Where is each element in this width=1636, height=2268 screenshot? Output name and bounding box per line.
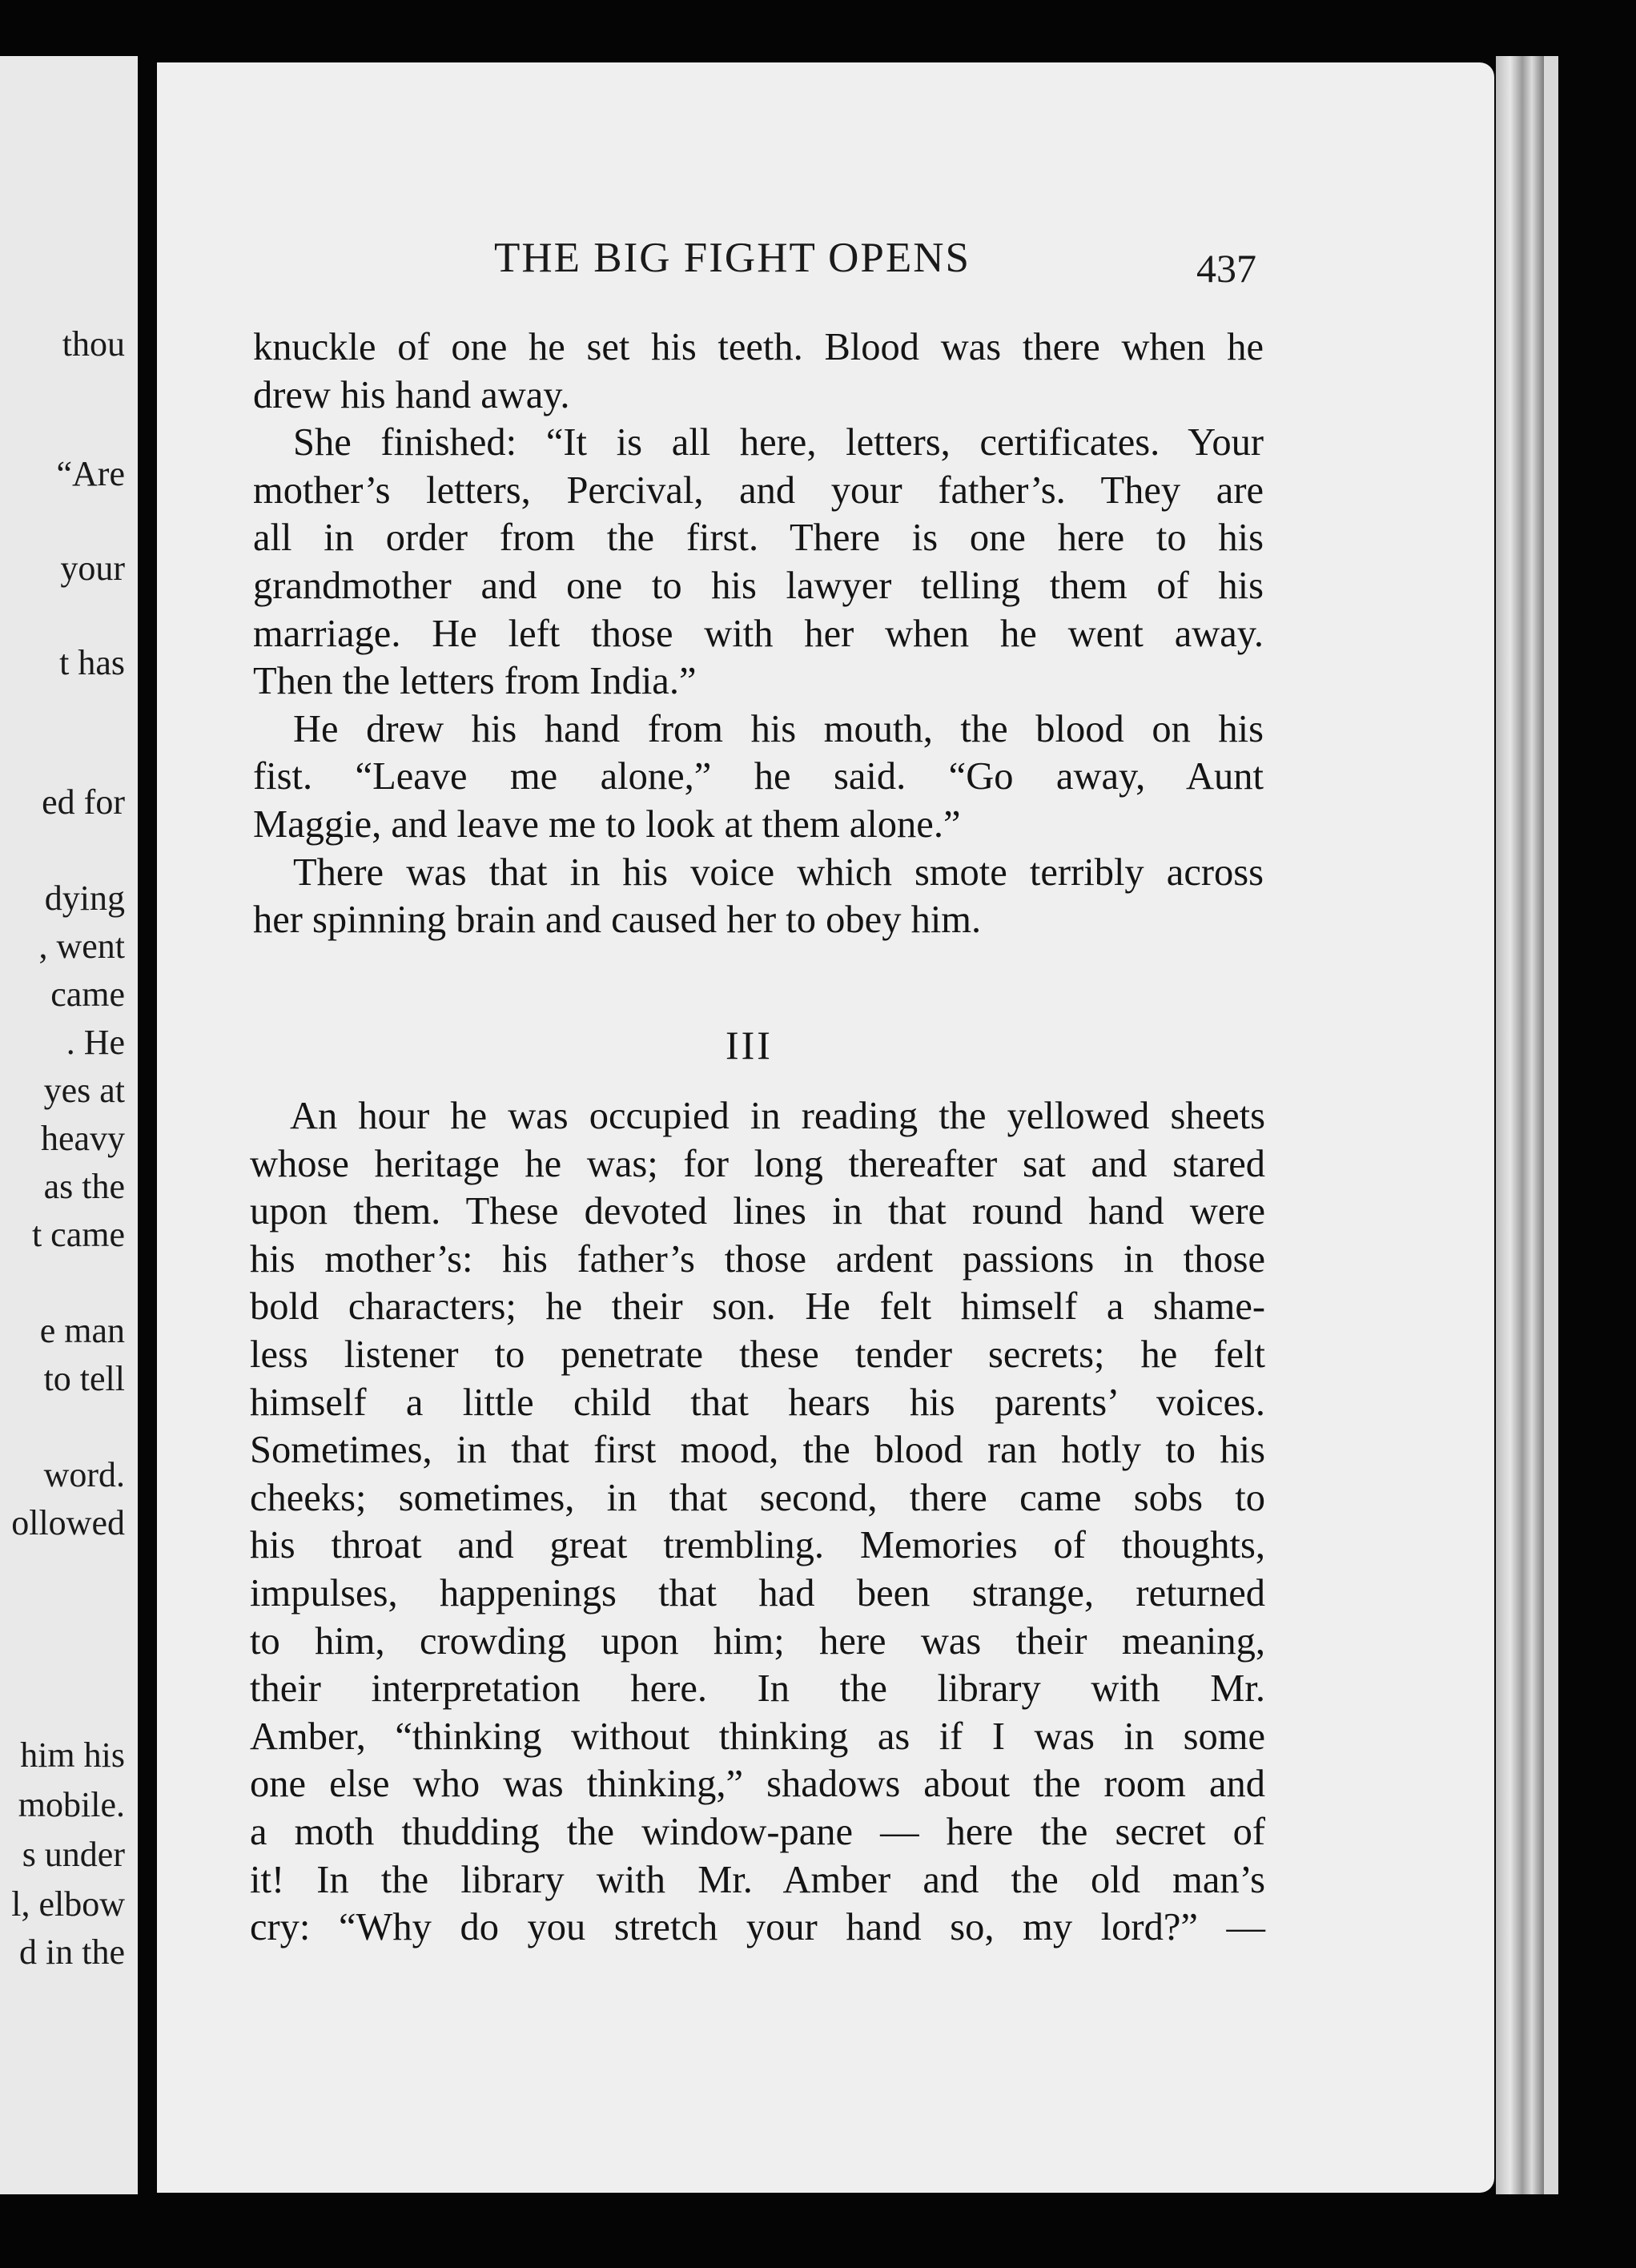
left-line: “Are	[56, 454, 125, 493]
left-line: as the	[43, 1167, 125, 1206]
text-line: all in order from the first. There is one here to his	[253, 517, 1264, 560]
left-page-fragment	[0, 56, 138, 2194]
text-line: Maggie, and leave me to look at them alone.”	[253, 802, 961, 846]
text-line: himself a little child that hears his parents’ voices.	[250, 1381, 1265, 1424]
left-line: e man	[39, 1311, 125, 1350]
book-gutter	[138, 48, 157, 2202]
text-line: it! In the library with Mr. Amber and the old man’s	[250, 1858, 1265, 1901]
text-line: their interpretation here. In the library with Mr.	[250, 1667, 1265, 1711]
text-line: mother’s letters, Percival, and your father’s. They are	[253, 468, 1264, 512]
text-line: She finished: “It is all here, letters, certificates. Your	[293, 421, 1264, 464]
left-line: your	[60, 549, 125, 588]
text-line: one else who was thinking,” shadows about the room and	[250, 1763, 1265, 1806]
left-line: mobile.	[18, 1785, 125, 1824]
left-line: s under	[22, 1835, 125, 1874]
left-line: came	[50, 975, 125, 1014]
text-line: his mother’s: his father’s those ardent passions in those	[250, 1237, 1265, 1281]
text-line: Sometimes, in that first mood, the blood ran hotly to his	[250, 1429, 1265, 1472]
text-line: Then the letters from India.”	[253, 660, 697, 703]
left-line: ed for	[42, 782, 125, 822]
text-line: upon them. These devoted lines in that round hand were	[250, 1190, 1265, 1233]
body-text-part1	[253, 324, 1264, 944]
text-line: to him, crowding upon him; here was their meaning,	[250, 1619, 1265, 1663]
left-line: dying	[44, 879, 125, 918]
text-line: whose heritage he was; for long thereafter sat and stared	[250, 1142, 1265, 1185]
page-edges-outer	[1544, 56, 1558, 2194]
text-line: knuckle of one he set his teeth. Blood was there when he	[253, 326, 1264, 368]
text-line: a moth thudding the window-pane — here the secret of	[250, 1810, 1265, 1853]
text-line: fist. “Leave me alone,” he said. “Go away, Aunt	[253, 755, 1264, 798]
text-line: grandmother and one to his lawyer telling them of his	[253, 564, 1264, 607]
left-line: him his	[20, 1735, 125, 1775]
left-line: word.	[43, 1455, 125, 1494]
left-line: t came	[31, 1215, 125, 1254]
text-line: her spinning brain and caused her to obey him.	[253, 899, 982, 942]
body-text-part2	[250, 1092, 1265, 1952]
page-edges	[1496, 56, 1544, 2194]
left-line: d in the	[19, 1932, 125, 1972]
text-line: bold characters; he their son. He felt himself a shame-	[250, 1285, 1265, 1329]
text-line: There was that in his voice which smote terribly across	[293, 850, 1264, 894]
left-line: heavy	[40, 1119, 125, 1158]
left-line: l, elbow	[11, 1884, 125, 1924]
text-line: He drew his hand from his mouth, the blood on his	[293, 707, 1264, 750]
text-line: An hour he was occupied in reading the yellowed sheets	[290, 1095, 1265, 1137]
page-number: 437	[1196, 246, 1256, 291]
text-line: cheeks; sometimes, in that second, there came sobs to	[250, 1476, 1265, 1519]
text-line: impulses, happenings that had been strange, returned	[250, 1571, 1265, 1615]
left-line: to tell	[43, 1359, 125, 1398]
running-head: THE BIG FIGHT OPENS	[494, 235, 971, 281]
left-line: . He	[66, 1023, 125, 1062]
text-line: less listener to penetrate these tender secrets; he felt	[250, 1333, 1265, 1376]
text-line: his throat and great trembling. Memories of thoughts,	[250, 1524, 1265, 1567]
text-line: Amber, “thinking without thinking as if I was in some	[250, 1715, 1265, 1758]
left-line: t has	[59, 643, 125, 682]
text-line: drew his hand away.	[253, 373, 570, 416]
section-number: III	[726, 1023, 773, 1068]
left-line: thou	[62, 324, 125, 364]
left-line: ollowed	[11, 1503, 125, 1542]
text-line: cry: “Why do you stretch your hand so, my lord?” —	[250, 1906, 1265, 1949]
text-line: marriage. He left those with her when he went away.	[253, 612, 1264, 655]
left-line: yes at	[43, 1071, 125, 1110]
left-line: , went	[38, 927, 125, 966]
